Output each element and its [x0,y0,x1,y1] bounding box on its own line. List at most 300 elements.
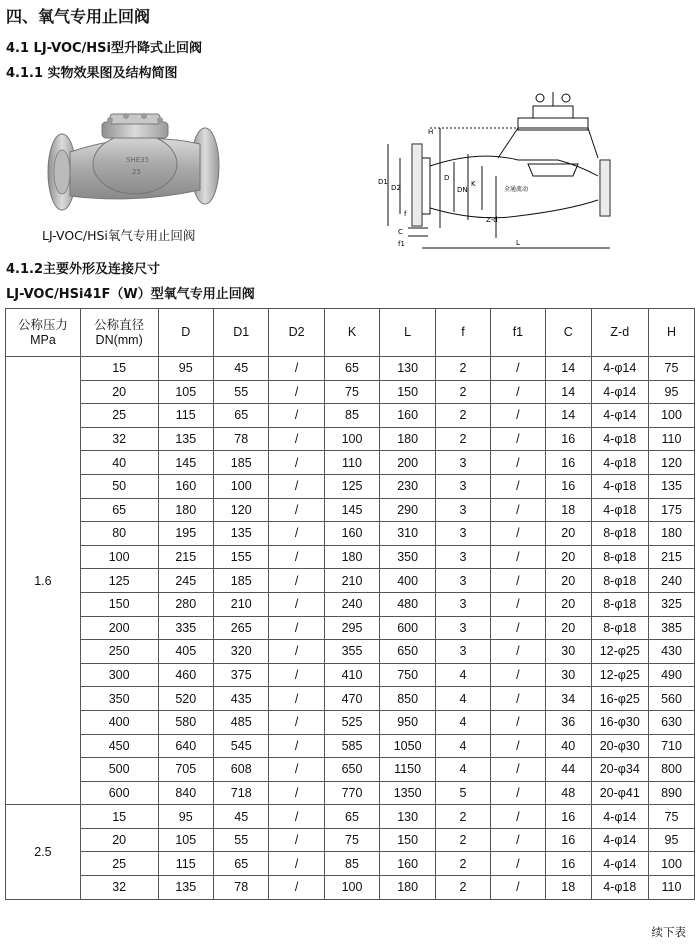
table-cell: 20 [80,828,158,852]
table-cell: 18 [545,498,591,522]
table-cell: 320 [213,640,268,664]
table-cell: 65 [213,404,268,428]
table-cell: 485 [213,710,268,734]
table-cell: 120 [649,451,695,475]
table-cell: 78 [213,427,268,451]
table-cell: 180 [324,545,379,569]
table-cell: 8-φ18 [591,545,648,569]
table-cell: 405 [158,640,213,664]
table-cell: 180 [158,498,213,522]
table-cell: 2 [436,828,491,852]
table-cell: 290 [380,498,436,522]
table-cell: 120 [213,498,268,522]
table-cell: 770 [324,781,379,805]
table-cell: / [269,498,324,522]
table-cell: 150 [380,828,436,852]
table-row [6,876,695,900]
label-h: H [428,128,434,136]
table-cell: 75 [324,828,379,852]
table-row [6,805,695,829]
table-cell: 4 [436,663,491,687]
label-f: f [404,210,407,218]
table-cell: 78 [213,876,268,900]
table-cell: / [269,522,324,546]
table-cell: 2 [436,380,491,404]
table-cell: / [490,781,545,805]
pressure-cell: 1.6 [6,357,81,805]
table-cell: 600 [380,616,436,640]
table-cell: 3 [436,592,491,616]
column-header: D2 [269,309,324,357]
table-row [6,592,695,616]
table-row [6,451,695,475]
table-cell: 34 [545,687,591,711]
table-row [6,498,695,522]
table-cell: / [490,404,545,428]
table-cell: / [490,758,545,782]
table-cell: 145 [158,451,213,475]
table-cell: 520 [158,687,213,711]
column-header: C [545,309,591,357]
table-cell: 180 [649,522,695,546]
table-row [6,569,695,593]
table-cell: / [269,357,324,381]
table-cell: 65 [324,805,379,829]
label-l: L [516,239,520,247]
table-row [6,404,695,428]
table-cell: 4-φ18 [591,474,648,498]
table-cell: 12-φ25 [591,663,648,687]
table-cell: 400 [80,710,158,734]
table-cell: 1150 [380,758,436,782]
table-cell: / [269,380,324,404]
table-cell: 16 [545,427,591,451]
table-cell: 215 [158,545,213,569]
label-k: K [471,180,476,188]
table-cell: / [490,474,545,498]
table-cell: 105 [158,828,213,852]
table-cell: 95 [158,357,213,381]
table-cell: / [269,734,324,758]
table-cell: 155 [213,545,268,569]
table-cell: 100 [649,404,695,428]
table-cell: 200 [80,616,158,640]
table-cell: 4-φ18 [591,876,648,900]
table-cell: 4-φ14 [591,380,648,404]
column-header: 公称压力 MPa [6,309,81,357]
table-cell: 210 [213,592,268,616]
table-cell: 4-φ18 [591,498,648,522]
table-cell: 55 [213,828,268,852]
table-cell: 25 [80,404,158,428]
table-cell: 32 [80,427,158,451]
column-header: Z-d [591,309,648,357]
table-cell: / [269,474,324,498]
table-cell: 950 [380,710,436,734]
table-cell: 160 [380,852,436,876]
table-title: LJ-VOC/HSi41F（W）型氧气专用止回阀 [6,287,255,302]
table-cell: / [490,687,545,711]
table-cell: 30 [545,640,591,664]
table-cell: 215 [649,545,695,569]
table-cell: 4-φ18 [591,451,648,475]
column-header: f [436,309,491,357]
table-cell: / [490,498,545,522]
label-f1: f1 [398,240,405,248]
table-cell: 325 [649,592,695,616]
column-header: H [649,309,695,357]
table-cell: / [490,357,545,381]
table-cell: 20 [545,616,591,640]
table-cell: / [269,687,324,711]
table-cell: 20-φ30 [591,734,648,758]
table-cell: 145 [324,498,379,522]
table-row [6,640,695,664]
table-cell: 350 [380,545,436,569]
label-d1: D1 [378,178,388,186]
table-cell: 2 [436,357,491,381]
table-cell: 850 [380,687,436,711]
table-cell: 4-φ14 [591,852,648,876]
table-cell: 105 [158,380,213,404]
table-cell: 20-φ41 [591,781,648,805]
table-cell: 2 [436,427,491,451]
table-cell: / [269,451,324,475]
table-cell: 4 [436,758,491,782]
table-cell: 48 [545,781,591,805]
table-cell: / [269,805,324,829]
table-cell: 44 [545,758,591,782]
table-cell: 16-φ30 [591,710,648,734]
table-cell: / [490,852,545,876]
table-cell: 8-φ18 [591,522,648,546]
table-cell: 55 [213,380,268,404]
continued-note: 续下表 [651,925,686,939]
table-cell: 85 [324,404,379,428]
table-cell: 500 [80,758,158,782]
table-row [6,357,695,381]
table-cell: 2 [436,876,491,900]
column-header: D1 [213,309,268,357]
table-row [6,427,695,451]
table-cell: 180 [380,427,436,451]
table-cell: 705 [158,758,213,782]
table-cell: 65 [213,852,268,876]
table-cell: 355 [324,640,379,664]
table-cell: 8-φ18 [591,616,648,640]
table-cell: 8-φ18 [591,569,648,593]
table-cell: / [490,522,545,546]
table-cell: 250 [80,640,158,664]
table-cell: 75 [324,380,379,404]
table-cell: / [269,640,324,664]
table-cell: / [490,380,545,404]
table-cell: 30 [545,663,591,687]
table-cell: 430 [649,640,695,664]
table-cell: 75 [649,357,695,381]
table-row [6,474,695,498]
table-cell: 185 [213,569,268,593]
valve-structure-drawing [368,88,634,256]
table-row [6,687,695,711]
label-d2: D2 [391,184,401,192]
table-cell: 608 [213,758,268,782]
table-cell: 230 [380,474,436,498]
table-cell: 65 [80,498,158,522]
table-cell: 110 [324,451,379,475]
table-cell: 800 [649,758,695,782]
table-row [6,663,695,687]
table-cell: 36 [545,710,591,734]
table-cell: / [269,781,324,805]
table-cell: 15 [80,805,158,829]
table-cell: 45 [213,357,268,381]
table-cell: 350 [80,687,158,711]
column-header: f1 [490,309,545,357]
table-row [6,545,695,569]
section-title: 四、氧气专用止回阀 [6,7,151,26]
table-cell: 3 [436,545,491,569]
table-cell: / [269,569,324,593]
table-cell: 4 [436,734,491,758]
table-cell: 115 [158,404,213,428]
table-cell: 20 [545,522,591,546]
table-cell: / [490,427,545,451]
table-row [6,781,695,805]
table-row [6,758,695,782]
label-d: D [444,174,450,182]
table-cell: 180 [380,876,436,900]
table-cell: / [490,805,545,829]
table-cell: 18 [545,876,591,900]
table-cell: 650 [380,640,436,664]
label-flow: 全通流动 [504,186,529,193]
valve-photo [40,92,230,222]
table-cell: 3 [436,616,491,640]
table-cell: / [269,592,324,616]
table-cell: / [269,852,324,876]
table-cell: 100 [324,876,379,900]
table-cell: 80 [80,522,158,546]
table-cell: 125 [324,474,379,498]
table-cell: 45 [213,805,268,829]
table-cell: 240 [324,592,379,616]
table-cell: / [490,734,545,758]
table-cell: 2 [436,404,491,428]
table-cell: 14 [545,357,591,381]
table-cell: 150 [80,592,158,616]
table-cell: 545 [213,734,268,758]
table-cell: / [269,545,324,569]
column-header: D [158,309,213,357]
table-cell: / [490,592,545,616]
table-cell: 135 [158,876,213,900]
table-cell: 1050 [380,734,436,758]
table-cell: / [269,616,324,640]
table-cell: 410 [324,663,379,687]
table-cell: 840 [158,781,213,805]
table-cell: 600 [80,781,158,805]
table-cell: / [490,710,545,734]
table-cell: / [490,545,545,569]
table-cell: 130 [380,357,436,381]
table-cell: 160 [158,474,213,498]
table-cell: 50 [80,474,158,498]
table-cell: 4-φ14 [591,828,648,852]
table-cell: 95 [158,805,213,829]
photo-caption: LJ-VOC/HSi氧气专用止回阀 [42,228,196,243]
table-cell: 16 [545,852,591,876]
table-cell: 4-φ14 [591,357,648,381]
table-cell: 20 [545,592,591,616]
table-row [6,522,695,546]
table-cell: 3 [436,498,491,522]
table-cell: / [269,710,324,734]
table-cell: 265 [213,616,268,640]
table-cell: 14 [545,380,591,404]
table-cell: 1350 [380,781,436,805]
table-cell: 115 [158,852,213,876]
table-cell: 15 [80,357,158,381]
table-row [6,710,695,734]
table-cell: 14 [545,404,591,428]
table-cell: 100 [80,545,158,569]
table-cell: 890 [649,781,695,805]
table-cell: 470 [324,687,379,711]
label-dn: DN [457,186,468,194]
table-cell: 20 [545,569,591,593]
table-cell: 375 [213,663,268,687]
table-cell: 100 [649,852,695,876]
table-cell: / [490,451,545,475]
table-cell: 750 [380,663,436,687]
table-cell: 40 [80,451,158,475]
table-cell: 95 [649,380,695,404]
table-cell: 710 [649,734,695,758]
table-cell: 210 [324,569,379,593]
table-cell: 718 [213,781,268,805]
table-cell: 400 [380,569,436,593]
table-cell: / [269,876,324,900]
table-cell: 3 [436,569,491,593]
table-cell: 16 [545,451,591,475]
table-cell: 150 [380,380,436,404]
table-cell: 3 [436,640,491,664]
table-cell: 300 [80,663,158,687]
subsection-title: 4.1 LJ-VOC/HSi型升降式止回阀 [6,41,202,56]
table-cell: 40 [545,734,591,758]
table-cell: 135 [213,522,268,546]
column-header: L [380,309,436,357]
table-cell: / [269,427,324,451]
table-cell: 240 [649,569,695,593]
table-cell: 580 [158,710,213,734]
table-cell: 185 [213,451,268,475]
table-cell: 95 [649,828,695,852]
dimension-table [5,308,695,900]
table-cell: 280 [158,592,213,616]
table-cell: 245 [158,569,213,593]
table-cell: / [490,828,545,852]
column-header: 公称直径 DN(mm) [80,309,158,357]
table-cell: / [269,828,324,852]
table-cell: 650 [324,758,379,782]
table-cell: 135 [158,427,213,451]
table-cell: 16-φ25 [591,687,648,711]
table-cell: 20 [545,545,591,569]
subsubsection-title: 4.1.1 实物效果图及结构简图 [6,66,178,81]
table-cell: 160 [324,522,379,546]
table-cell: 25 [80,852,158,876]
table-cell: 585 [324,734,379,758]
table-cell: 100 [213,474,268,498]
table-cell: 490 [649,663,695,687]
table-cell: / [269,404,324,428]
table-row [6,828,695,852]
table-cell: 630 [649,710,695,734]
table-cell: 16 [545,805,591,829]
table-cell: 12-φ25 [591,640,648,664]
dimensions-heading: 4.1.2主要外形及连接尺寸 [6,262,161,277]
table-cell: 175 [649,498,695,522]
table-cell: 75 [649,805,695,829]
table-cell: 4 [436,710,491,734]
table-cell: 195 [158,522,213,546]
table-cell: 4-φ14 [591,404,648,428]
label-zd: Z-d [486,216,498,224]
table-cell: 20 [80,380,158,404]
table-cell: 160 [380,404,436,428]
table-cell: 335 [158,616,213,640]
table-cell: 8-φ18 [591,592,648,616]
table-cell: 640 [158,734,213,758]
table-cell: 200 [380,451,436,475]
pressure-cell: 2.5 [6,805,81,899]
table-cell: / [490,876,545,900]
table-cell: 4-φ18 [591,427,648,451]
table-cell: / [269,663,324,687]
table-cell: 310 [380,522,436,546]
table-cell: 85 [324,852,379,876]
table-cell: 2 [436,805,491,829]
table-cell: 4 [436,687,491,711]
table-row [6,734,695,758]
table-header-row [6,309,695,357]
label-c: C [398,228,403,236]
table-cell: 525 [324,710,379,734]
table-cell: 65 [324,357,379,381]
photo-mark-2: 25 [132,168,141,176]
table-cell: / [490,569,545,593]
table-cell: 3 [436,474,491,498]
table-cell: 435 [213,687,268,711]
table-cell: 135 [649,474,695,498]
table-cell: 460 [158,663,213,687]
table-row [6,380,695,404]
column-header: K [324,309,379,357]
table-cell: 385 [649,616,695,640]
table-cell: 110 [649,427,695,451]
table-cell: 130 [380,805,436,829]
table-cell: 100 [324,427,379,451]
table-cell: 560 [649,687,695,711]
table-cell: 110 [649,876,695,900]
table-cell: 20-φ34 [591,758,648,782]
photo-mark-1: SHE35 [126,156,150,164]
table-cell: / [490,640,545,664]
table-cell: 125 [80,569,158,593]
table-cell: 5 [436,781,491,805]
